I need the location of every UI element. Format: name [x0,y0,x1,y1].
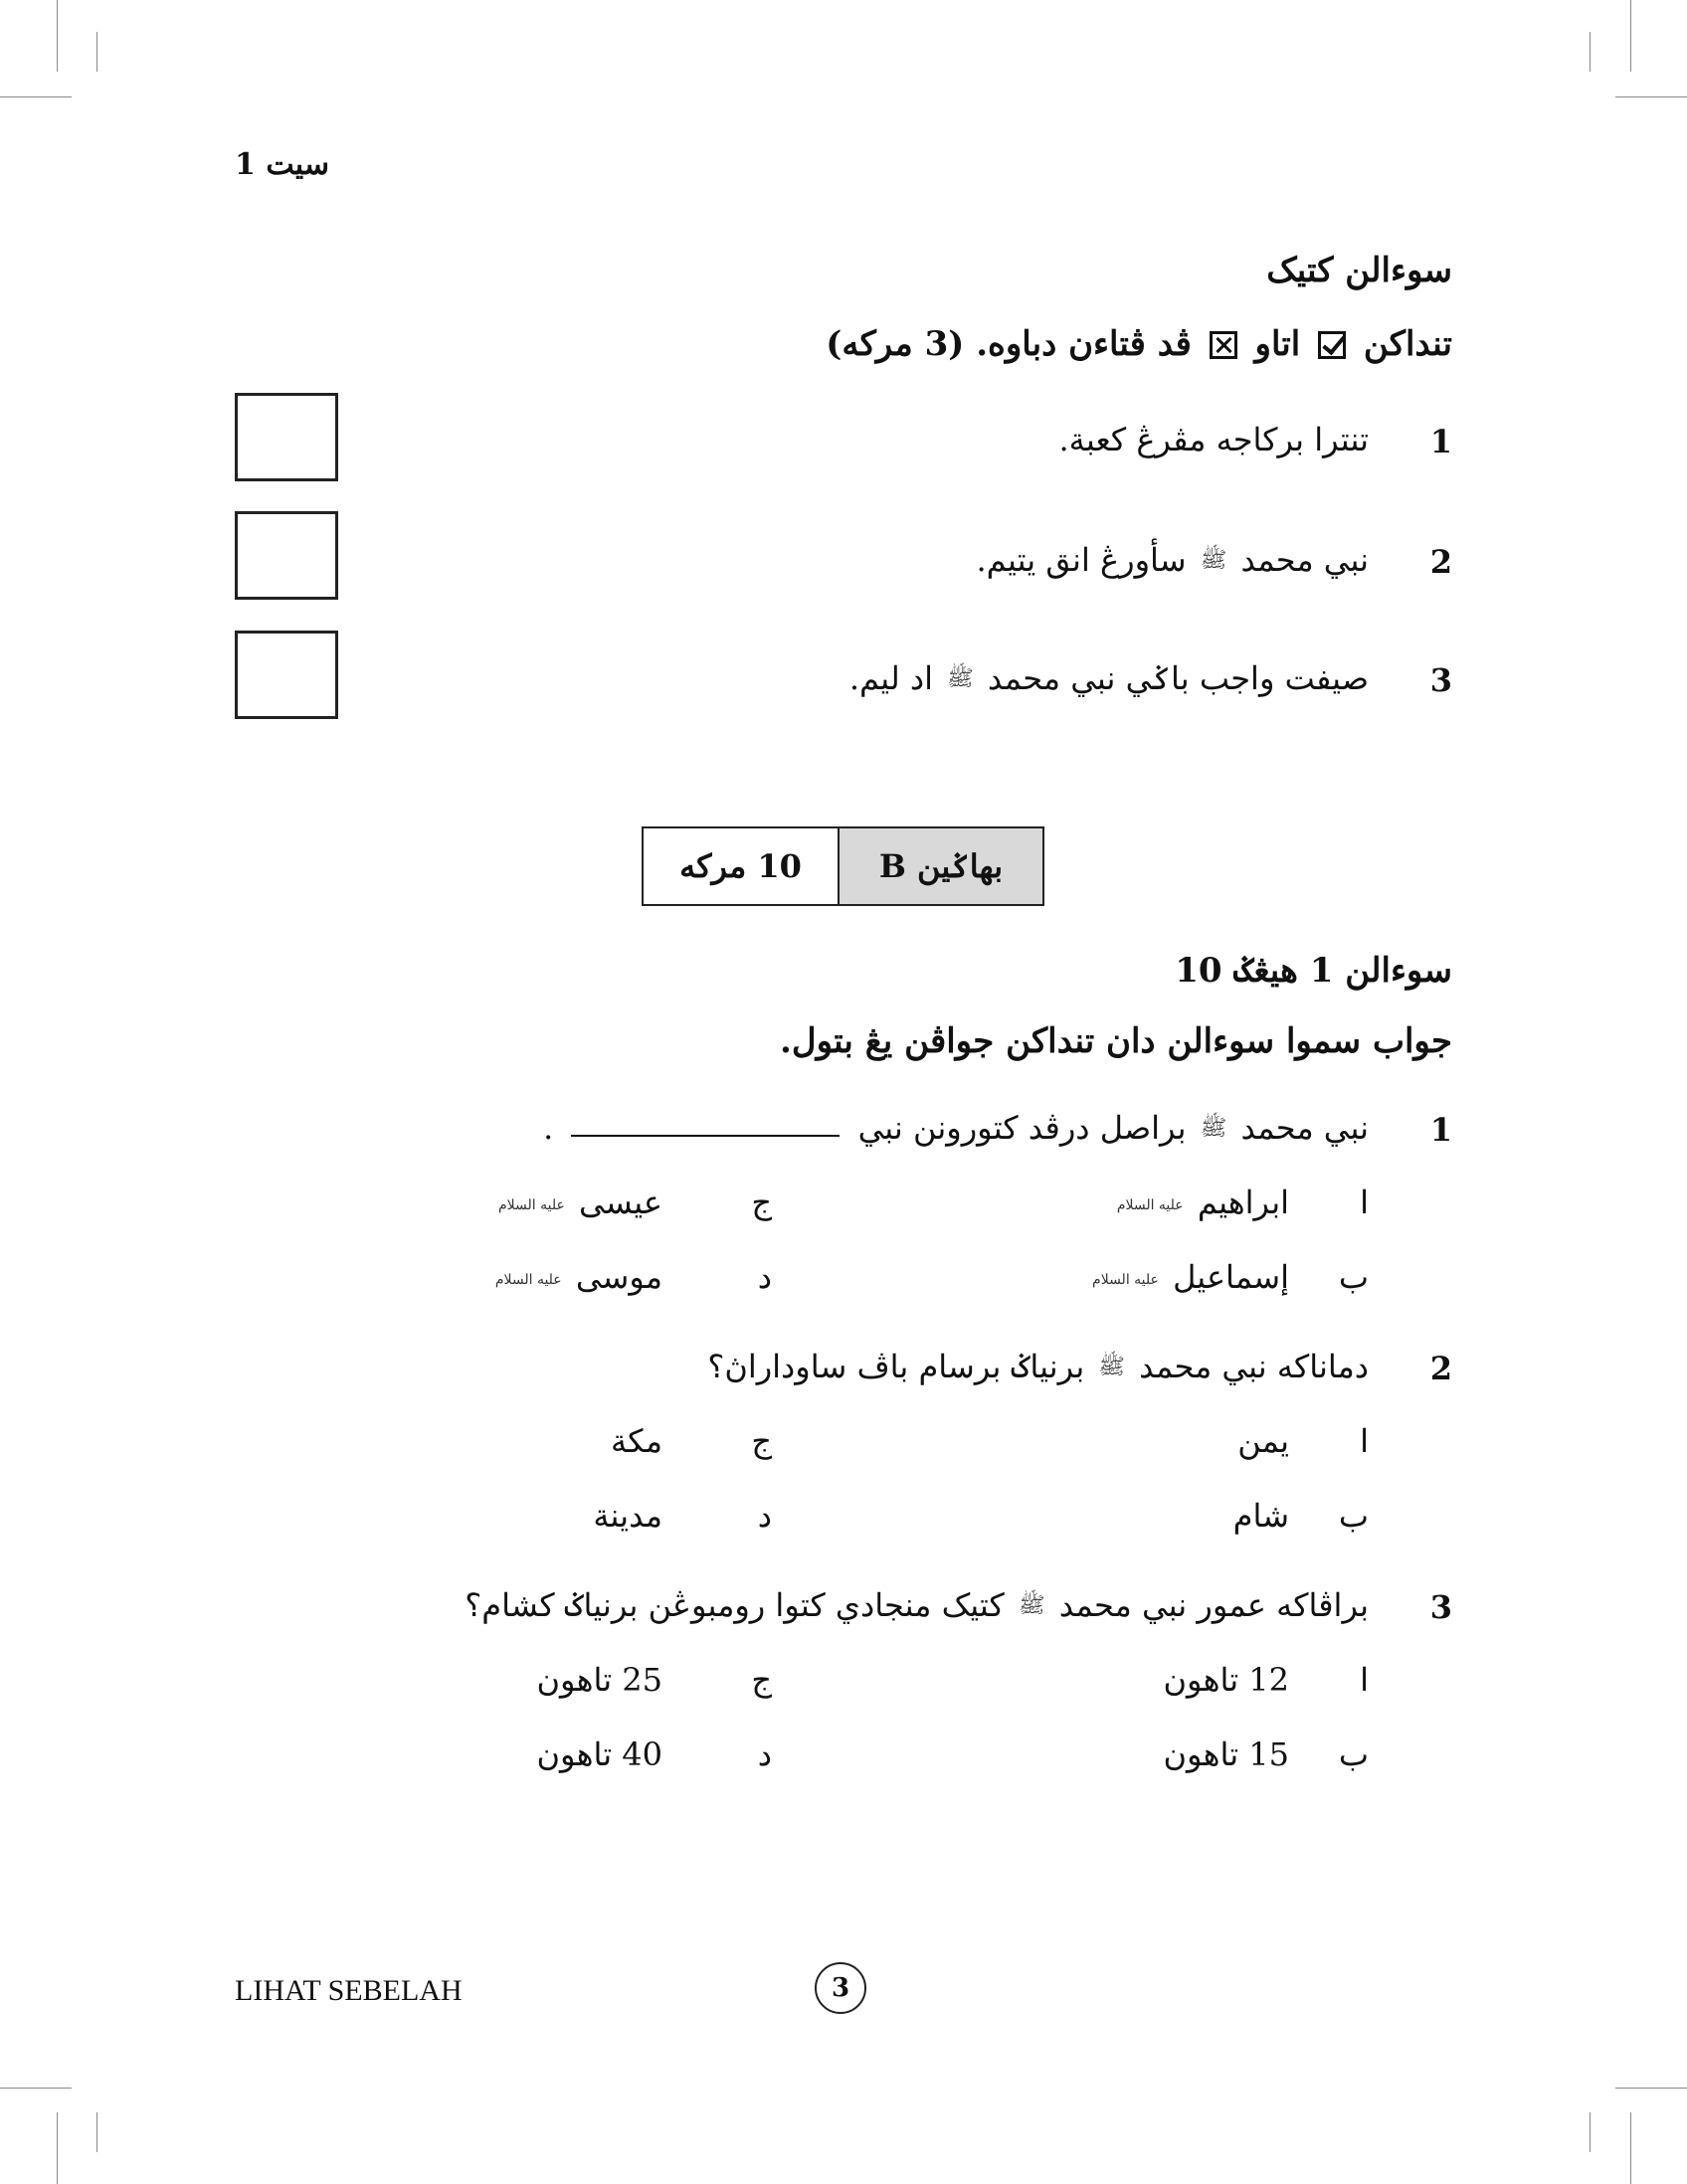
part-a-heading: سوءالن كتيک [1266,251,1452,290]
part-b-instruction: جواب سموا سوءالن دان تنداكن جواڤن يڠ بتول. [780,1021,1452,1061]
answer-box-2[interactable] [235,511,338,600]
option-text[interactable]: مكة [611,1422,662,1460]
crop-mark [0,96,72,97]
statement-number: 1 [1429,423,1452,460]
option-letter: د [757,1497,772,1535]
question-number: 2 [1429,1350,1452,1387]
salawat-icon: ﷺ [1098,1355,1125,1379]
alaihissalam-icon: عليه السلام [1116,1197,1184,1213]
option-letter: د [757,1258,772,1296]
section-marks: 10 مركه [644,828,840,904]
page-number: 3 [815,1962,866,2014]
option-letter: ب [1338,1497,1369,1535]
option-letter: ج [751,1661,772,1699]
instruction-suffix: ڤد ڤتاءن دباوه. (3 مركه) [826,324,1192,364]
alaihissalam-icon: عليه السلام [498,1197,565,1213]
salawat-icon: ﷺ [1200,1116,1227,1141]
question-text: نبي محمد ﷺ براصل درڤد كتورونن نبي . [543,1109,1369,1147]
crop-mark [96,2112,97,2152]
statement-text: نبي محمد ﷺ سأورڠ انق يتيم. [976,541,1369,579]
statement-text: تنترا بركاجه مڤرڠ كعبة. [1058,421,1369,458]
option-letter: ا [1360,1661,1369,1699]
option-text[interactable]: عيسى عليه السلام [498,1183,662,1221]
option-letter: ا [1360,1183,1369,1221]
option-text[interactable]: ابراهيم عليه السلام [1116,1183,1289,1221]
set-label: سيت 1 [235,147,329,182]
option-text[interactable]: يمن [1237,1422,1289,1460]
crop-mark [96,32,97,72]
statement-number: 3 [1429,661,1452,699]
crop-mark [0,2088,72,2089]
salawat-icon: ﷺ [947,666,974,691]
answer-box-3[interactable] [235,631,338,719]
instruction-prefix: تنداكن [1363,324,1452,364]
crop-mark [1590,32,1591,72]
statement-text: صيفت واجب باݢي نبي محمد ﷺ اد ليم. [848,659,1369,697]
option-text[interactable]: موسى عليه السلام [494,1258,662,1296]
crop-mark [57,2112,58,2184]
question-text: براڤاكه عمور نبي محمد ﷺ كتيک منجادي كتوا رومبوڠن برنياݢ كشام؟ [465,1586,1369,1624]
option-text[interactable]: 25 تاهون [536,1661,662,1699]
option-text[interactable]: 15 تاهون [1163,1735,1289,1773]
option-letter: ج [751,1183,772,1221]
option-letter: ا [1360,1422,1369,1460]
option-text[interactable]: مدينة [593,1497,662,1535]
option-letter: د [757,1735,772,1773]
option-text[interactable]: شام [1232,1497,1289,1535]
checkbox-cross-icon [1210,331,1237,359]
option-letter: ج [751,1422,772,1460]
answer-blank[interactable] [571,1134,840,1137]
footer-lihat-sebelah: LIHAT SEBELAH [235,1974,463,2007]
salawat-icon: ﷺ [1200,548,1227,573]
option-letter: ب [1338,1735,1369,1773]
section-b-box [642,826,1044,906]
checkbox-tick-icon [1318,331,1346,359]
question-number: 1 [1429,1111,1452,1149]
salawat-icon: ﷺ [1018,1593,1045,1618]
crop-mark [1630,0,1631,72]
question-number: 3 [1429,1588,1452,1626]
crop-mark [1615,2088,1687,2089]
answer-box-1[interactable] [235,393,338,481]
instruction-middle: اتاو [1254,324,1301,364]
option-text[interactable]: 12 تاهون [1163,1661,1289,1699]
crop-mark [57,0,58,72]
crop-mark [1615,96,1687,97]
section-part-label: بهاݢين B [840,828,1042,904]
statement-number: 2 [1429,543,1452,581]
crop-mark [1630,2112,1631,2184]
option-text[interactable]: إسماعيل عليه السلام [1092,1258,1289,1296]
part-b-heading: سوءالن 1 هيڠݢ 10 [1175,951,1452,991]
alaihissalam-icon: عليه السلام [494,1272,562,1288]
question-text: دماناكه نبي محمد ﷺ برنياݢ برسام باڤ ساوداراڽ؟ [707,1348,1369,1385]
option-text[interactable]: 40 تاهون [536,1735,662,1773]
alaihissalam-icon: عليه السلام [1092,1272,1159,1288]
part-a-instruction [826,324,1452,364]
crop-mark [1590,2112,1591,2152]
option-letter: ب [1338,1258,1369,1296]
